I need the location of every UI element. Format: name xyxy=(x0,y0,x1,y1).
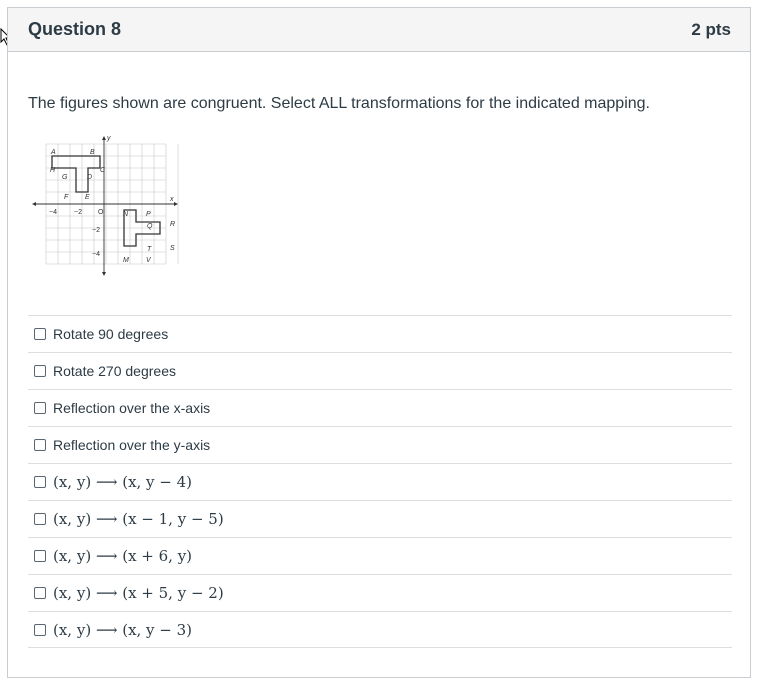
point-label-c: C xyxy=(100,167,106,174)
answer-option[interactable] xyxy=(28,574,732,611)
answer-label[interactable]: (x, y) ⟶ (x, y − 4) xyxy=(53,473,193,491)
point-label-t: T xyxy=(147,246,152,253)
point-label-d: D xyxy=(87,174,93,181)
answer-checkbox[interactable] xyxy=(34,550,46,562)
point-label-s: S xyxy=(170,245,175,252)
shape-abcdefgh xyxy=(52,156,100,192)
answer-option[interactable] xyxy=(28,463,732,500)
point-label-v: V xyxy=(146,257,151,264)
tick-label: −2 xyxy=(92,227,100,234)
coordinate-grid-figure xyxy=(30,128,180,278)
point-label-p: P xyxy=(146,211,151,218)
answer-label[interactable]: Rotate 270 degrees xyxy=(53,363,176,379)
point-label-h: H xyxy=(50,167,56,174)
answer-option[interactable] xyxy=(28,500,732,537)
question-card xyxy=(7,7,751,678)
point-label-a: A xyxy=(51,149,56,156)
point-label-m: M xyxy=(123,257,129,264)
answer-checkbox[interactable] xyxy=(34,476,46,488)
answer-checkbox[interactable] xyxy=(34,513,46,525)
answer-label[interactable]: (x, y) ⟶ (x − 1, y − 5) xyxy=(53,510,224,528)
answer-label[interactable]: (x, y) ⟶ (x + 5, y − 2) xyxy=(53,584,224,602)
answer-label[interactable]: Reflection over the x-axis xyxy=(53,400,211,416)
answer-label[interactable]: (x, y) ⟶ (x + 6, y) xyxy=(53,547,193,565)
answer-option[interactable] xyxy=(28,611,732,648)
point-label-b: B xyxy=(90,149,95,156)
answer-checkbox[interactable] xyxy=(34,624,46,636)
answer-option[interactable] xyxy=(28,352,732,389)
point-label-g: G xyxy=(62,174,68,181)
axis-label-y: y xyxy=(107,135,111,142)
axes xyxy=(32,136,178,276)
answer-checkbox[interactable] xyxy=(34,365,46,377)
axis-label-x: x xyxy=(170,196,174,203)
point-label-r: R xyxy=(170,221,176,228)
answer-option[interactable] xyxy=(28,389,732,426)
tick-label: −2 xyxy=(74,209,82,216)
answer-checkbox[interactable] xyxy=(34,328,46,340)
point-label-f: F xyxy=(64,194,69,201)
question-header xyxy=(8,8,750,52)
answer-label[interactable]: Reflection over the y-axis xyxy=(53,437,211,453)
tick-label: O xyxy=(98,209,104,216)
point-label-e: E xyxy=(85,194,90,201)
point-label-n: N xyxy=(123,211,129,218)
answer-checkbox[interactable] xyxy=(34,402,46,414)
question-points: 2 pts xyxy=(691,19,731,39)
answer-checkbox[interactable] xyxy=(34,587,46,599)
question-title: Question 8 xyxy=(28,19,122,39)
question-prompt: The figures shown are congruent. Select ALL transformations for the indicated mapping. xyxy=(28,95,650,112)
answer-label[interactable]: Rotate 90 degrees xyxy=(53,326,169,342)
answer-option[interactable] xyxy=(28,537,732,574)
tick-label: −4 xyxy=(92,251,100,258)
answer-option[interactable] xyxy=(28,315,732,352)
answer-label[interactable]: (x, y) ⟶ (x, y − 3) xyxy=(53,620,193,639)
point-label-q: Q xyxy=(147,223,153,230)
answer-list xyxy=(28,315,732,648)
tick-label: −4 xyxy=(49,209,57,216)
answer-option[interactable] xyxy=(28,426,732,463)
answer-checkbox[interactable] xyxy=(34,439,46,451)
